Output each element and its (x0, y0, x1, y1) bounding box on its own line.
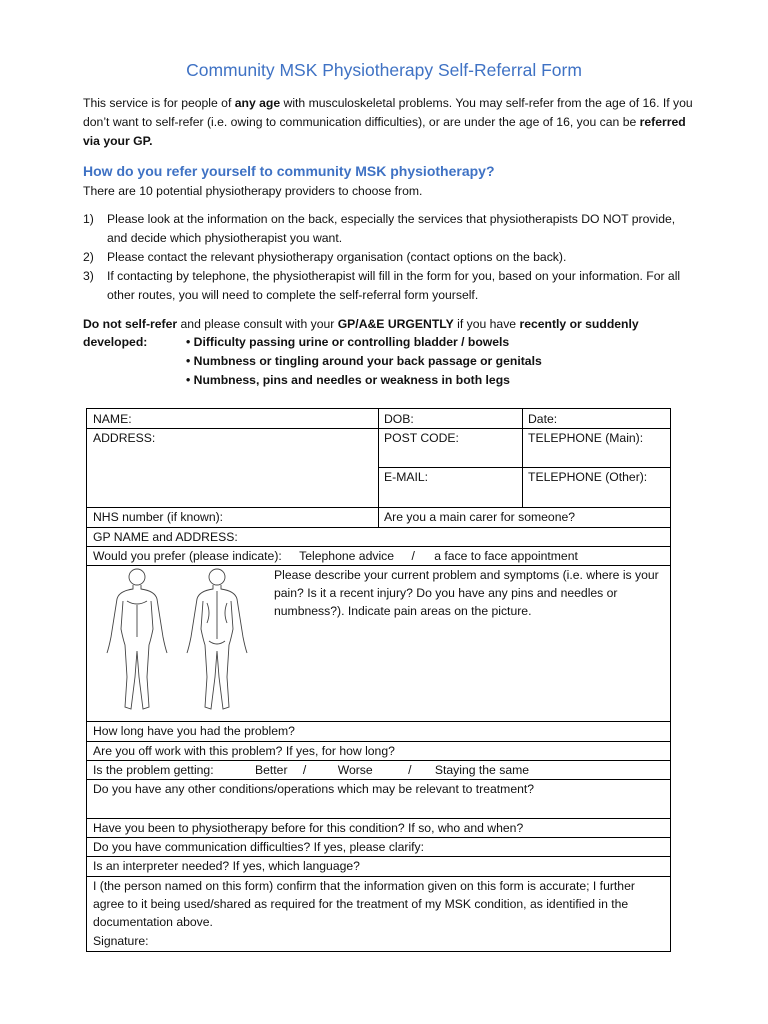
telephone-other-field[interactable]: TELEPHONE (Other): (528, 470, 648, 484)
urgent-warning: Do not self-refer and please consult with your GP/A&E URGENTLY if you have recently or suddenly (83, 317, 639, 331)
nhs-number-field[interactable]: NHS number (if known): (93, 510, 224, 524)
dob-field[interactable]: DOB: (384, 412, 414, 426)
list-item: 1) Please look at the information on the back, especially the services that physiotherapists DO NOT provide, and decide which physiotherapist you want. (83, 212, 676, 245)
list-item: • Numbness, pins and needles or weakness in both legs (186, 373, 510, 387)
name-field[interactable]: NAME: (93, 412, 132, 426)
telephone-advice-option[interactable]: Telephone advice (299, 549, 395, 563)
list-item: 3) If contacting by telephone, the physiotherapist will fill in the form for you, based on your information. For all other routes, you will need to complete the self-referral form yourself. (83, 269, 681, 302)
gp-name-address-field[interactable]: GP NAME and ADDRESS: (93, 530, 238, 544)
communication-field[interactable]: Do you have communication difficulties? If yes, please clarify: (93, 840, 425, 854)
warning-bullets (186, 333, 542, 390)
signature-field[interactable]: Signature: (93, 934, 149, 948)
referral-form-table (86, 408, 671, 952)
intro-paragraph: This service is for people of any age with musculoskeletal problems. You may self-refer from the age of 16. If you don’t want to self-refer (i.e. owing to communication difficulties), or are under the age of 16, you can be referred via your GP. (83, 96, 693, 148)
off-work-field[interactable]: Are you off work with this problem? If yes, for how long? (93, 744, 395, 758)
page-title: Community MSK Physiotherapy Self-Referral Form (186, 60, 582, 80)
date-field[interactable]: Date: (528, 412, 558, 426)
list-item: 2) Please contact the relevant physiotherapy organisation (contact options on the back). (83, 250, 567, 264)
other-conditions-field[interactable]: Do you have any other conditions/operations which may be relevant to treatment? (93, 782, 535, 796)
face-to-face-option[interactable]: a face to face appointment (434, 549, 578, 563)
address-field[interactable]: ADDRESS: (93, 431, 156, 445)
carer-field[interactable]: Are you a main carer for someone? (384, 510, 576, 524)
appointment-preference-field[interactable]: Would you prefer (please indicate): Telephone advice / a face to face appointment (93, 549, 578, 563)
body-diagram-icon[interactable] (97, 567, 257, 717)
same-option[interactable]: Staying the same (434, 763, 530, 777)
symptoms-description-prompt[interactable]: Please describe your current problem and symptoms (i.e. where is your pain? Is it a recent injury? Do you have any pins and needles or numbness?). Indicate pain areas on the picture. (274, 568, 659, 618)
postcode-field[interactable]: POST CODE: (384, 431, 459, 445)
interpreter-field[interactable]: Is an interpreter needed? If yes, which language? (93, 859, 360, 873)
providers-text: There are 10 potential physiotherapy providers to choose from. (83, 184, 423, 198)
how-to-refer-heading: How do you refer yourself to community MSK physiotherapy? (83, 163, 495, 179)
physio-before-field[interactable]: Have you been to physiotherapy before for this condition? If so, who and when? (93, 821, 524, 835)
developed-label: developed: (83, 335, 148, 349)
better-option[interactable]: Better (254, 763, 288, 777)
problem-progress-field[interactable]: Is the problem getting: Better / Worse / Staying the same (93, 763, 530, 777)
how-long-field[interactable]: How long have you had the problem? (93, 724, 295, 738)
worse-option[interactable]: Worse (337, 763, 373, 777)
telephone-main-field[interactable]: TELEPHONE (Main): (528, 431, 644, 445)
steps-list (83, 210, 698, 305)
confirmation-statement: I (the person named on this form) confirm that the information given on this form is accurate; I further agree to it being used/shared as required for the treatment of my MSK condition, as identified in the documentation above. (93, 879, 635, 929)
list-item: • Difficulty passing urine or controlling bladder / bowels (186, 335, 510, 349)
email-field[interactable]: E-MAIL: (384, 470, 429, 484)
list-item: • Numbness or tingling around your back passage or genitals (186, 354, 542, 368)
